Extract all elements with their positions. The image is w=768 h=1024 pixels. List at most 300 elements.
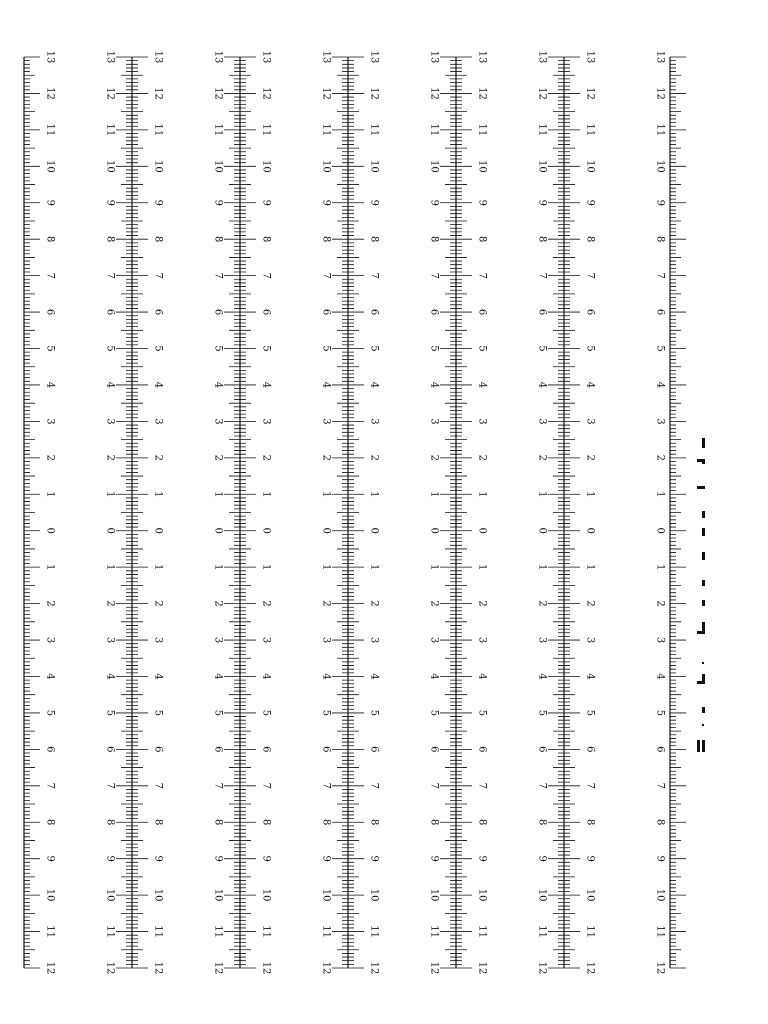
ruler-label: 13 <box>320 50 332 64</box>
ruler-label: 5 <box>476 345 488 352</box>
ruler-label: 3 <box>44 418 56 425</box>
ruler-label: 10 <box>320 888 332 902</box>
ruler-label: 6 <box>476 746 488 753</box>
ruler-label: 1 <box>476 563 488 571</box>
ruler-label: 10 <box>44 159 56 173</box>
ruler-label: 9 <box>104 199 116 206</box>
ruler-label: 3 <box>260 418 272 425</box>
ruler-label: 8 <box>428 819 440 826</box>
ruler-label: 2 <box>476 454 488 462</box>
ruler-label: 6 <box>654 308 666 316</box>
ruler-label: 3 <box>584 418 596 425</box>
ruler-label: 7 <box>104 782 116 789</box>
ruler-label: 13 <box>152 50 164 64</box>
ruler-label: 7 <box>320 782 332 789</box>
ruler-label: 2 <box>44 600 56 607</box>
ruler-label: 6 <box>212 308 224 316</box>
ruler-label: 10 <box>260 888 272 902</box>
ruler-label: 7 <box>260 782 272 789</box>
ruler-1 <box>24 51 56 975</box>
ruler-label: 10 <box>476 888 488 902</box>
ruler-label: 11 <box>368 123 380 137</box>
ruler-label: 3 <box>476 636 488 644</box>
ruler-label: 0 <box>44 527 56 534</box>
ruler-label: 5 <box>212 345 224 352</box>
ruler-label: 10 <box>260 159 272 173</box>
ruler-label: 9 <box>152 855 164 862</box>
ruler-label: 8 <box>476 236 488 243</box>
ruler-label: 3 <box>44 636 56 644</box>
ruler-label: 11 <box>584 123 596 137</box>
ruler-label: 7 <box>212 782 224 789</box>
ruler-label: 7 <box>654 782 666 789</box>
ruler-group <box>24 51 686 975</box>
ruler-label: 10 <box>104 888 116 902</box>
ruler-label: 3 <box>428 636 440 644</box>
ruler-label: 11 <box>260 925 272 938</box>
ruler-label: 6 <box>368 308 380 316</box>
ruler-label: 3 <box>152 636 164 644</box>
ruler-label: 12 <box>104 961 116 975</box>
ruler-label: 10 <box>428 888 440 902</box>
ruler-label: 3 <box>476 418 488 425</box>
ruler-label: 6 <box>44 746 56 753</box>
ruler-label: 1 <box>428 563 440 571</box>
ruler-label: 12 <box>368 87 380 100</box>
ruler-label: 11 <box>536 925 548 938</box>
ruler-label: 8 <box>368 819 380 826</box>
ruler-label: 11 <box>104 123 116 137</box>
ruler-label: 4 <box>44 381 56 389</box>
ruler-label: 11 <box>428 123 440 137</box>
ruler-label: 4 <box>584 381 596 389</box>
ruler-label: 4 <box>104 673 116 680</box>
ruler-label: 8 <box>584 236 596 243</box>
ruler-label: 1 <box>368 563 380 571</box>
ruler-label: 4 <box>536 381 548 389</box>
ruler-label: 7 <box>44 272 56 279</box>
ruler-label: 1 <box>152 491 164 498</box>
ruler-label: 1 <box>654 491 666 498</box>
ruler-label: 9 <box>584 855 596 862</box>
ruler-label: 7 <box>536 782 548 789</box>
ruler-label: 9 <box>260 855 272 862</box>
ruler-label: 0 <box>584 527 596 534</box>
ruler-label: 0 <box>536 527 548 534</box>
ruler-label: 8 <box>428 236 440 243</box>
ruler-label: 11 <box>212 123 224 137</box>
ruler-label: 8 <box>654 236 666 243</box>
ruler-label: 7 <box>368 782 380 789</box>
ruler-label: 11 <box>44 123 56 137</box>
ruler-label: 12 <box>476 87 488 100</box>
ruler-label: 1 <box>584 491 596 498</box>
ruler-label: 8 <box>320 819 332 826</box>
ruler-7 <box>655 51 687 975</box>
ruler-label: 7 <box>152 782 164 789</box>
ruler-label: 5 <box>260 709 272 717</box>
code-mark <box>697 740 700 752</box>
ruler-label: 1 <box>476 491 488 498</box>
ruler-label: 8 <box>260 236 272 243</box>
ruler-label: 7 <box>260 272 272 279</box>
ruler-label: 4 <box>654 673 666 680</box>
ruler-label: 7 <box>428 272 440 279</box>
ruler-label: 9 <box>104 855 116 862</box>
ruler-label: 6 <box>44 308 56 316</box>
ruler-label: 6 <box>368 746 380 753</box>
ruler-label: 4 <box>320 673 332 680</box>
ruler-label: 3 <box>212 636 224 644</box>
ruler-label: 6 <box>212 746 224 753</box>
ruler-label: 12 <box>260 961 272 975</box>
ruler-label: 12 <box>428 961 440 975</box>
ruler-label: 9 <box>368 855 380 862</box>
ruler-label: 6 <box>476 308 488 316</box>
ruler-label: 3 <box>104 636 116 644</box>
ruler-label: 4 <box>104 381 116 389</box>
ruler-label: 4 <box>536 673 548 680</box>
ruler-label: 10 <box>320 159 332 173</box>
code-mark <box>702 662 704 664</box>
ruler-label: 1 <box>44 563 56 571</box>
ruler-label: 4 <box>320 381 332 389</box>
ruler-label: 11 <box>44 925 56 938</box>
ruler-label: 1 <box>320 563 332 571</box>
ruler-label: 6 <box>584 746 596 753</box>
ruler-label: 0 <box>654 527 666 534</box>
code-mark <box>697 486 705 489</box>
ruler-label: 12 <box>654 87 666 100</box>
ruler-label: 4 <box>476 381 488 389</box>
ruler-label: 1 <box>260 563 272 571</box>
ruler-label: 11 <box>584 925 596 938</box>
ruler-label: 4 <box>368 673 380 680</box>
ruler-label: 7 <box>104 272 116 279</box>
ruler-label: 1 <box>320 491 332 498</box>
ruler-label: 9 <box>152 199 164 206</box>
ruler-label: 2 <box>152 454 164 462</box>
ruler-label: 13 <box>428 50 440 64</box>
ruler-label: 5 <box>584 345 596 352</box>
ruler-label: 11 <box>152 925 164 938</box>
ruler-label: 5 <box>536 709 548 717</box>
ruler-label: 0 <box>260 527 272 534</box>
ruler-label: 2 <box>654 454 666 462</box>
ruler-label: 10 <box>212 159 224 173</box>
code-mark <box>702 740 705 752</box>
ruler-label: 10 <box>536 888 548 902</box>
ruler-label: 7 <box>476 782 488 789</box>
ruler-3 <box>213 51 272 975</box>
ruler-label: 6 <box>536 746 548 753</box>
ruler-label: 7 <box>44 782 56 789</box>
ruler-label: 5 <box>44 709 56 717</box>
ruler-label: 6 <box>428 308 440 316</box>
ruler-label: 5 <box>476 709 488 717</box>
ruler-label: 2 <box>212 600 224 607</box>
ruler-label: 12 <box>152 87 164 100</box>
ruler-label: 9 <box>320 855 332 862</box>
ruler-label: 0 <box>104 527 116 534</box>
ruler-label: 12 <box>44 961 56 975</box>
code-mark <box>702 707 705 713</box>
ruler-label: 2 <box>584 600 596 607</box>
ruler-label: 2 <box>260 600 272 607</box>
ruler-label: 10 <box>368 888 380 902</box>
ruler-label: 9 <box>536 855 548 862</box>
ruler-label: 9 <box>44 855 56 862</box>
ruler-label: 2 <box>44 454 56 462</box>
ruler-label: 8 <box>584 819 596 826</box>
ruler-label: 8 <box>104 236 116 243</box>
ruler-label: 5 <box>104 709 116 717</box>
ruler-label: 2 <box>536 454 548 462</box>
ruler-label: 2 <box>536 600 548 607</box>
ruler-label: 9 <box>368 199 380 206</box>
ruler-label: 9 <box>320 199 332 206</box>
ruler-label: 5 <box>152 345 164 352</box>
ruler-label: 2 <box>368 600 380 607</box>
ruler-label: 3 <box>152 418 164 425</box>
ruler-label: 11 <box>152 123 164 137</box>
ruler-label: 11 <box>654 925 666 938</box>
ruler-label: 5 <box>368 345 380 352</box>
ruler-label: 5 <box>104 345 116 352</box>
ruler-label: 12 <box>368 961 380 975</box>
ruler-label: 12 <box>260 87 272 100</box>
ruler-label: 10 <box>368 159 380 173</box>
ruler-label: 8 <box>320 236 332 243</box>
ruler-label: 1 <box>104 563 116 571</box>
ruler-label: 10 <box>536 159 548 173</box>
ruler-label: 12 <box>536 87 548 100</box>
ruler-label: 10 <box>654 159 666 173</box>
ruler-ticks <box>670 57 686 968</box>
ruler-label: 2 <box>320 454 332 462</box>
ruler-label: 7 <box>654 272 666 279</box>
ruler-label: 13 <box>212 50 224 64</box>
ruler-label: 9 <box>536 199 548 206</box>
ruler-label: 12 <box>320 961 332 975</box>
ruler-label: 5 <box>212 709 224 717</box>
code-mark <box>702 459 705 464</box>
ruler-label: 4 <box>428 673 440 680</box>
ruler-label: 2 <box>320 600 332 607</box>
ruler-label: 7 <box>476 272 488 279</box>
ruler-label: 8 <box>536 236 548 243</box>
ruler-label: 3 <box>212 418 224 425</box>
ruler-label: 9 <box>654 855 666 862</box>
ruler-label: 8 <box>44 236 56 243</box>
ruler-label: 5 <box>320 709 332 717</box>
ruler-label: 5 <box>428 345 440 352</box>
ruler-label: 5 <box>536 345 548 352</box>
ruler-label: 3 <box>104 418 116 425</box>
ruler-label: 11 <box>260 123 272 137</box>
ruler-label: 12 <box>44 87 56 100</box>
ruler-label: 3 <box>428 418 440 425</box>
ruler-label: 3 <box>368 418 380 425</box>
ruler-label: 5 <box>44 345 56 352</box>
ruler-label: 13 <box>260 50 272 64</box>
ruler-label: 1 <box>212 491 224 498</box>
ruler-label: 3 <box>260 636 272 644</box>
ruler-label: 6 <box>152 746 164 753</box>
code-mark <box>702 724 704 726</box>
ruler-label: 8 <box>212 236 224 243</box>
ruler-label: 8 <box>260 819 272 826</box>
ruler-label: 12 <box>152 961 164 975</box>
ruler-label: 2 <box>654 600 666 607</box>
ruler-label: 13 <box>368 50 380 64</box>
ruler-label: 0 <box>368 527 380 534</box>
ruler-label: 13 <box>44 50 56 64</box>
ruler-label: 12 <box>212 961 224 975</box>
ruler-label: 4 <box>260 381 272 389</box>
ruler-label: 1 <box>260 491 272 498</box>
ruler-label: 7 <box>368 272 380 279</box>
ruler-label: 11 <box>428 925 440 938</box>
ruler-label: 10 <box>44 888 56 902</box>
ruler-label: 12 <box>212 87 224 100</box>
ruler-label: 4 <box>368 381 380 389</box>
ruler-label: 7 <box>584 272 596 279</box>
ruler-label: 4 <box>152 381 164 389</box>
ruler-label: 6 <box>428 746 440 753</box>
code-mark <box>702 438 705 448</box>
ruler-label: 10 <box>104 159 116 173</box>
ruler-label: 5 <box>584 709 596 717</box>
ruler-label: 2 <box>152 600 164 607</box>
ruler-label: 13 <box>104 50 116 64</box>
ruler-label: 11 <box>536 123 548 137</box>
ruler-label: 9 <box>260 199 272 206</box>
ruler-label: 8 <box>44 819 56 826</box>
ruler-label: 9 <box>428 199 440 206</box>
ruler-label: 2 <box>584 454 596 462</box>
ruler-label: 10 <box>152 159 164 173</box>
ruler-label: 1 <box>152 563 164 571</box>
ruler-label: 11 <box>654 123 666 137</box>
ruler-label: 13 <box>584 50 596 64</box>
ruler-label: 10 <box>428 159 440 173</box>
ruler-label: 11 <box>320 123 332 137</box>
ruler-label: 8 <box>536 819 548 826</box>
ruler-label: 4 <box>152 673 164 680</box>
ruler-label: 4 <box>260 673 272 680</box>
ruler-label: 1 <box>104 491 116 498</box>
code-mark <box>697 681 705 684</box>
code-mark <box>702 600 705 606</box>
ruler-2 <box>105 51 164 975</box>
ruler-label: 5 <box>368 709 380 717</box>
ruler-label: 4 <box>44 673 56 680</box>
ruler-label: 9 <box>654 199 666 206</box>
ruler-label: 13 <box>654 50 666 64</box>
ruler-label: 5 <box>654 709 666 717</box>
ruler-label: 6 <box>320 746 332 753</box>
ruler-label: 1 <box>368 491 380 498</box>
ruler-label: 11 <box>368 925 380 938</box>
ruler-label: 6 <box>152 308 164 316</box>
ruler-label: 4 <box>654 381 666 389</box>
ruler-label: 3 <box>320 418 332 425</box>
ruler-label: 4 <box>428 381 440 389</box>
ruler-label: 0 <box>320 527 332 534</box>
ruler-label: 7 <box>212 272 224 279</box>
ruler-label: 1 <box>654 563 666 571</box>
ruler-label: 4 <box>584 673 596 680</box>
ruler-label: 4 <box>212 673 224 680</box>
ruler-label: 7 <box>428 782 440 789</box>
ruler-label: 8 <box>654 819 666 826</box>
ruler-label: 8 <box>152 236 164 243</box>
code-mark-strip <box>697 438 705 752</box>
ruler-label: 2 <box>104 454 116 462</box>
ruler-label: 9 <box>212 199 224 206</box>
ruler-label: 9 <box>44 199 56 206</box>
ruler-label: 7 <box>584 782 596 789</box>
ruler-label: 0 <box>476 527 488 534</box>
ruler-label: 8 <box>212 819 224 826</box>
ruler-label: 12 <box>584 87 596 100</box>
ruler-label: 13 <box>536 50 548 64</box>
ruler-label: 3 <box>320 636 332 644</box>
ruler-label: 7 <box>536 272 548 279</box>
ruler-label: 12 <box>104 87 116 100</box>
code-mark <box>702 511 705 518</box>
ruler-label: 8 <box>368 236 380 243</box>
ruler-label: 5 <box>152 709 164 717</box>
ruler-5 <box>429 51 488 975</box>
ruler-6 <box>537 51 596 975</box>
ruler-label: 6 <box>320 308 332 316</box>
ruler-label: 10 <box>152 888 164 902</box>
ruler-label: 3 <box>654 636 666 644</box>
ruler-label: 9 <box>476 855 488 862</box>
ruler-label: 3 <box>536 636 548 644</box>
ruler-label: 11 <box>212 925 224 938</box>
ruler-ticks <box>24 57 40 968</box>
ruler-label: 1 <box>428 491 440 498</box>
ruler-label: 12 <box>320 87 332 100</box>
ruler-label: 5 <box>654 345 666 352</box>
ruler-label: 6 <box>654 746 666 753</box>
ruler-label: 7 <box>152 272 164 279</box>
ruler-label: 2 <box>428 600 440 607</box>
code-mark <box>702 528 705 536</box>
ruler-label: 4 <box>212 381 224 389</box>
ruler-label: 9 <box>428 855 440 862</box>
ruler-label: 12 <box>476 961 488 975</box>
ruler-label: 9 <box>584 199 596 206</box>
ruler-label: 0 <box>152 527 164 534</box>
ruler-label: 3 <box>536 418 548 425</box>
code-mark <box>702 580 705 586</box>
ruler-label: 6 <box>536 308 548 316</box>
ruler-label: 2 <box>428 454 440 462</box>
ruler-label: 2 <box>212 454 224 462</box>
ruler-label: 12 <box>654 961 666 975</box>
ruler-label: 11 <box>476 925 488 938</box>
ruler-label: 11 <box>104 925 116 938</box>
code-mark <box>702 552 705 560</box>
ruler-label: 6 <box>104 746 116 753</box>
ruler-label: 0 <box>212 527 224 534</box>
ruler-label: 12 <box>584 961 596 975</box>
ruler-label: 8 <box>476 819 488 826</box>
